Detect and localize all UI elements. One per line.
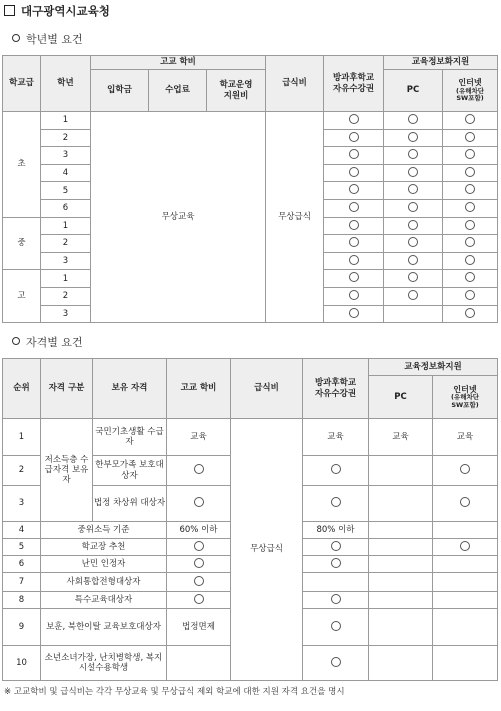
pc-mark-cell [384,129,443,147]
grade-cell: 3 [41,305,91,323]
grade-cell: 3 [41,252,91,270]
rank-cell: 10 [3,646,41,681]
internet-cell [433,556,498,573]
pc-cell: 교육 [369,419,433,456]
free-meal-cell: 무상급식 [231,419,303,681]
pc-mark-cell [384,164,443,182]
holder-cell: 한부모가족 보호대상자 [93,456,167,486]
afterschool-cell [303,573,369,592]
internet-mark-cell [443,164,498,182]
hs-fees-cell: 교육 [167,419,231,456]
circle-mark-icon [331,558,341,568]
circle-mark-icon [465,132,475,142]
afterschool-mark-cell [324,147,384,165]
header-school-level: 학교급 [3,56,41,112]
qualification-cell: 중위소득 기준 [41,522,167,539]
header-holder: 보유 자격 [93,359,167,419]
pc-cell [369,609,433,646]
hs-fees-cell [167,646,231,681]
header-afterschool: 방과후학교 자유수강권 [303,359,369,419]
pc-cell [369,456,433,486]
grade-cell: 2 [41,287,91,305]
header-hs-fees: 고교 학비 [167,359,231,419]
grade-cell: 2 [41,235,91,253]
qualification-cell: 특수교육대상자 [41,592,167,609]
header-category: 자격 구분 [41,359,93,419]
header-hs-fees: 고교 학비 [91,56,266,70]
afterschool-mark-cell [324,252,384,270]
internet-mark-cell [443,199,498,217]
internet-cell: 교육 [433,419,498,456]
qualification-cell: 사회통합전형대상자 [41,573,167,592]
circle-mark-icon [349,272,359,282]
circle-mark-icon [194,558,204,568]
circle-mark-icon [349,114,359,124]
circle-mark-icon [465,308,475,318]
header-it-support: 교육정보화지원 [369,359,498,376]
internet-mark-cell [443,270,498,288]
grade-cell: 5 [41,182,91,200]
header-internet: 인터넷 (유해차단 SW포함) [433,376,498,419]
page-title: 대구광역시교육청 [4,3,110,19]
pc-cell [369,486,433,522]
pc-mark-cell [384,270,443,288]
internet-mark-cell [443,252,498,270]
circle-mark-icon [465,290,475,300]
grade-cell: 1 [41,270,91,288]
circle-mark-icon [460,464,470,474]
circle-mark-icon [408,220,418,230]
circle-mark-icon [331,497,341,507]
circle-mark-icon [349,308,359,318]
internet-cell [433,539,498,556]
rank-cell: 8 [3,592,41,609]
circle-mark-icon [408,184,418,194]
circle-mark-icon [408,149,418,159]
afterschool-mark-cell [324,235,384,253]
circle-mark-icon [349,149,359,159]
low-income-category-cell: 저소득층 수급자격 보유자 [41,419,93,522]
hs-fees-cell [167,486,231,522]
afterschool-cell [303,539,369,556]
section2-heading: 자격별 요건 [12,334,83,350]
circle-mark-icon [465,237,475,247]
circle-mark-icon [349,290,359,300]
header-tuition: 수업료 [149,70,207,112]
section1-heading: 학년별 요건 [12,31,83,47]
pc-mark-cell [384,287,443,305]
pc-cell [369,539,433,556]
afterschool-mark-cell [324,217,384,235]
circle-mark-icon [408,167,418,177]
internet-mark-cell [443,287,498,305]
circle-mark-icon [194,497,204,507]
header-internet: 인터넷 (유해차단 SW포함) [443,70,498,112]
pc-mark-cell [384,252,443,270]
internet-cell [433,573,498,592]
circle-bullet-icon [12,337,20,345]
circle-mark-icon [349,167,359,177]
hs-fees-cell: 법정면제 [167,609,231,646]
checkbox-square-icon [4,5,15,16]
school-level-cell: 고 [3,270,41,323]
circle-bullet-icon [12,34,20,42]
rank-cell: 3 [3,486,41,522]
internet-cell [433,522,498,539]
circle-mark-icon [465,220,475,230]
circle-mark-icon [408,255,418,265]
circle-mark-icon [465,272,475,282]
afterschool-cell [303,592,369,609]
circle-mark-icon [408,290,418,300]
school-level-cell: 중 [3,217,41,270]
rank-cell: 1 [3,419,41,456]
circle-mark-icon [349,132,359,142]
circle-mark-icon [408,237,418,247]
internet-mark-cell [443,305,498,323]
rank-cell: 5 [3,539,41,556]
circle-mark-icon [349,202,359,212]
internet-mark-cell [443,217,498,235]
qualification-cell: 보훈, 북한이탈 교육보호대상자 [41,609,167,646]
afterschool-mark-cell [324,112,384,130]
pc-cell [369,573,433,592]
grade-cell: 3 [41,147,91,165]
hs-fees-cell [167,539,231,556]
pc-cell [369,592,433,609]
pc-mark-cell [384,199,443,217]
pc-mark-cell [384,147,443,165]
header-meal: 급식비 [266,56,324,112]
internet-mark-cell [443,235,498,253]
circle-mark-icon [460,497,470,507]
grade-cell: 1 [41,112,91,130]
footnote: ※ 고교학비 및 급식비는 각각 무상교육 및 무상급식 제외 학교에 대한 지원 자격 요건을 명시 [4,687,345,697]
afterschool-cell [303,609,369,646]
afterschool-mark-cell [324,199,384,217]
afterschool-cell [303,486,369,522]
circle-mark-icon [194,594,204,604]
grade-requirements-table [2,55,498,323]
circle-mark-icon [460,541,470,551]
header-rank: 순위 [3,359,41,419]
rank-cell: 2 [3,456,41,486]
rank-cell: 6 [3,556,41,573]
internet-mark-cell [443,182,498,200]
circle-mark-icon [408,114,418,124]
free-education-cell: 무상교육 [91,112,266,323]
header-admission: 입학금 [91,70,149,112]
header-operation: 학교운영 지원비 [207,70,266,112]
afterschool-cell [303,456,369,486]
circle-mark-icon [408,272,418,282]
circle-mark-icon [465,149,475,159]
hs-fees-cell: 60% 이하 [167,522,231,539]
circle-mark-icon [408,132,418,142]
hs-fees-cell [167,592,231,609]
circle-mark-icon [331,541,341,551]
header-afterschool: 방과후학교 자유수강권 [324,56,384,112]
afterschool-cell [303,646,369,681]
header-pc: PC [384,70,443,112]
circle-mark-icon [194,541,204,551]
free-meal-cell: 무상급식 [266,112,324,323]
holder-cell: 법정 차상위 대상자 [93,486,167,522]
circle-mark-icon [349,184,359,194]
afterschool-cell [303,556,369,573]
qualification-requirements-table [2,358,498,681]
circle-mark-icon [465,202,475,212]
pc-mark-cell [384,217,443,235]
rank-cell: 9 [3,609,41,646]
circle-mark-icon [465,167,475,177]
circle-mark-icon [194,464,204,474]
grade-cell: 6 [41,199,91,217]
pc-cell [369,522,433,539]
pc-mark-cell [384,112,443,130]
internet-mark-cell [443,129,498,147]
school-level-cell: 초 [3,112,41,218]
circle-mark-icon [331,464,341,474]
table-row [3,112,498,130]
circle-mark-icon [194,576,204,586]
internet-cell [433,646,498,681]
circle-mark-icon [331,621,341,631]
hs-fees-cell [167,573,231,592]
internet-mark-cell [443,147,498,165]
circle-mark-icon [331,657,341,667]
grade-cell: 2 [41,129,91,147]
circle-mark-icon [465,184,475,194]
internet-cell [433,456,498,486]
afterschool-mark-cell [324,182,384,200]
rank-cell: 7 [3,573,41,592]
internet-cell [433,609,498,646]
circle-mark-icon [349,255,359,265]
afterschool-mark-cell [324,164,384,182]
internet-cell [433,486,498,522]
internet-mark-cell [443,112,498,130]
header-meal: 급식비 [231,359,303,419]
qualification-cell: 학교장 추천 [41,539,167,556]
afterschool-mark-cell [324,129,384,147]
qualification-cell: 난민 인정자 [41,556,167,573]
holder-cell: 국민기초생활 수급자 [93,419,167,456]
header-it-support: 교육정보화지원 [384,56,498,70]
afterschool-mark-cell [324,305,384,323]
internet-cell [433,592,498,609]
grade-cell: 4 [41,164,91,182]
header-pc: PC [369,376,433,419]
afterschool-cell: 80% 이하 [303,522,369,539]
hs-fees-cell [167,556,231,573]
circle-mark-icon [331,594,341,604]
grade-cell: 1 [41,217,91,235]
qualification-cell: 소년소녀가장, 난치병학생, 복지시설수용학생 [41,646,167,681]
afterschool-mark-cell [324,287,384,305]
pc-mark-cell [384,235,443,253]
circle-mark-icon [465,255,475,265]
table-row [3,419,498,456]
pc-mark-cell [384,305,443,323]
circle-mark-icon [408,202,418,212]
circle-mark-icon [349,237,359,247]
rank-cell: 4 [3,522,41,539]
circle-mark-icon [465,114,475,124]
header-grade: 학년 [41,56,91,112]
pc-cell [369,556,433,573]
hs-fees-cell [167,456,231,486]
circle-mark-icon [349,220,359,230]
pc-cell [369,646,433,681]
afterschool-cell: 교육 [303,419,369,456]
afterschool-mark-cell [324,270,384,288]
pc-mark-cell [384,182,443,200]
